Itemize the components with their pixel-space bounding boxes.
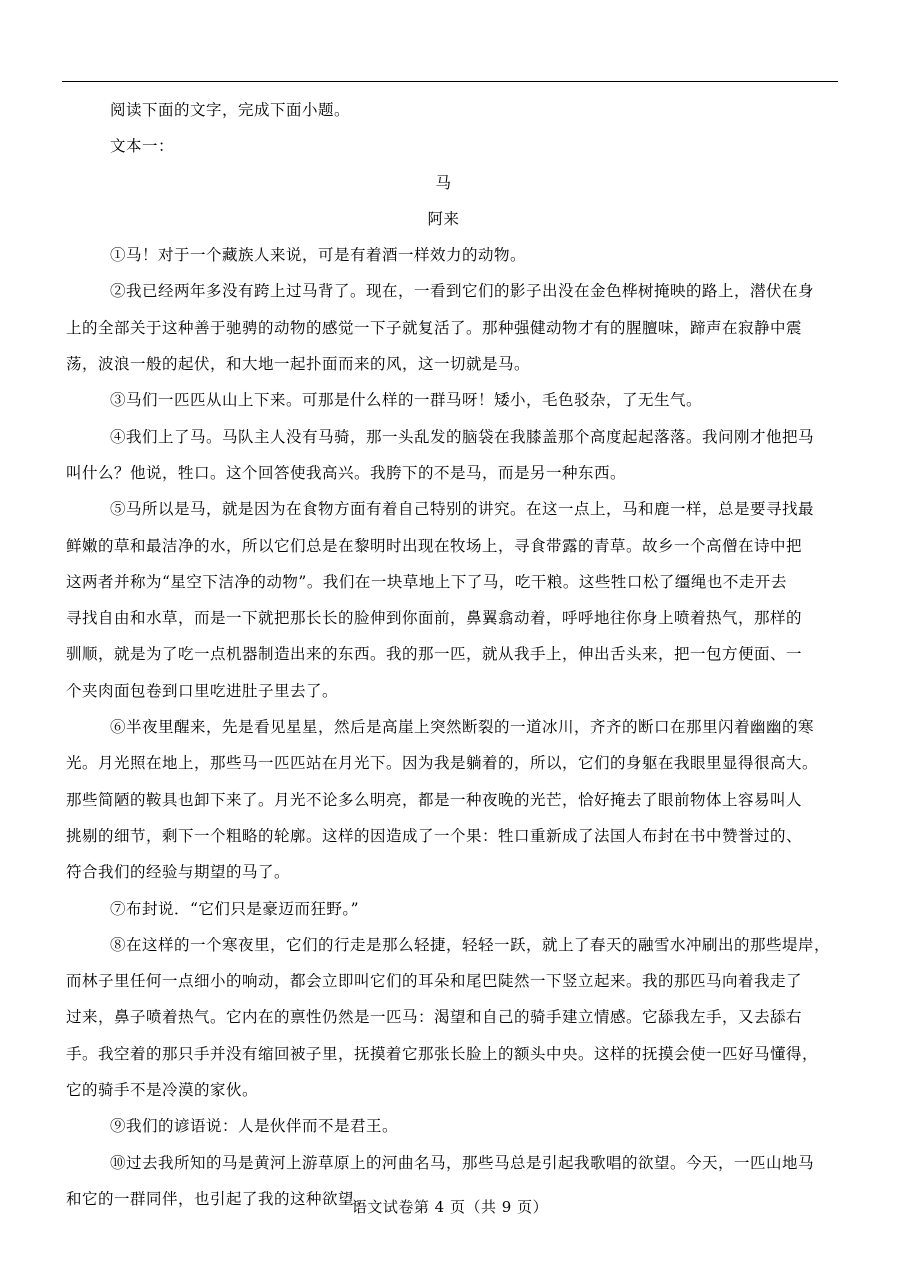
paragraph-first-line: ⑤马所以是马，就是因为在食物方面有着自己特别的讲究。在这一点上，马和鹿一样，总是要寻找最 — [110, 500, 815, 519]
paragraph-line: 而林子里任何一点细小的响动，都会立即叫它们的耳朵和尾巴陡然一下竖立起来。我的那匹马向着我走了 — [66, 972, 803, 991]
paragraph-first-line: ④我们上了马。马队主人没有马骑，那一头乱发的脑袋在我膝盖那个高度起起落落。我问刚才他把马 — [110, 427, 815, 446]
paragraph-first-line: ⑦布封说．“它们只是豪迈而狂野。” — [110, 899, 360, 918]
paragraph-line: 上的全部关于这种善于驰骋的动物的感觉一下子就复活了。那种强健动物才有的腥膻味，蹄声在寂静中震 — [66, 318, 803, 337]
paragraph-line: 鲜嫩的草和最洁净的水，所以它们总是在黎明时出现在牧场上，寻食带露的青草。故乡一个高僧在诗中把 — [66, 536, 803, 555]
paragraph-line: 光。月光照在地上，那些马一匹匹站在月光下。因为我是躺着的，所以，它们的身躯在我眼里显得很高大。 — [66, 754, 819, 773]
paragraph-line: 驯顺，就是为了吃一点机器制造出来的东西。我的那一匹，就从我手上，伸出舌头来，把一包方便面、一 — [66, 645, 803, 664]
paragraph-line: 符合我们的经验与期望的马了。 — [66, 863, 291, 882]
paragraph-line: 过来，鼻子喷着热气。它内在的禀性仍然是一匹马：渴望和自己的骑手建立情感。它舔我左手，又去舔右 — [66, 1008, 803, 1027]
header-rule — [62, 81, 838, 82]
page-footer: 语文试卷第 4 页（共 9 页） — [351, 1198, 549, 1216]
paragraph-first-line: ⑧在这样的一个寒夜里，它们的行走是那么轻捷，轻轻一跃，就上了春天的融雪水冲刷出的那些堤岸， — [110, 935, 831, 954]
article-title: 马 — [435, 173, 452, 192]
paragraph-first-line: ⑩过去我所知的马是黄河上游草原上的河曲名马，那些马总是引起我歌唱的欲望。今天，一匹山地马 — [110, 1153, 815, 1172]
paragraph-first-line: ①马！对于一个藏族人来说，可是有着酒一样效力的动物。 — [110, 246, 527, 265]
article-author: 阿来 — [427, 209, 460, 228]
paragraph-line: 它的骑手不是冷漠的家伙。 — [66, 1081, 259, 1100]
paragraph-line: 这两者并称为“星空下洁净的动物”。我们在一块草地上下了马，吃干粮。这些牲口松了缰绳也不走开去 — [66, 572, 787, 591]
text-label: 文本一： — [110, 137, 175, 156]
passage — [66, 92, 841, 1217]
paragraph-first-line: ③马们一匹匹从山上下来。可那是什么样的一群马呀！矮小，毛色驳杂，了无生气。 — [110, 391, 703, 410]
article-body — [66, 237, 841, 1217]
paragraph-first-line: ⑥半夜里醒来，先是看见星星，然后是高崖上突然断裂的一道冰川，齐齐的断口在那里闪着幽幽的寒 — [110, 718, 815, 737]
paragraph-line: 个夹肉面包卷到口里吃进肚子里去了。 — [66, 681, 339, 700]
paragraph-line: 和它的一群同伴，也引起了我的这种欲望。 — [66, 1189, 371, 1208]
instructions: 阅读下面的文字，完成下面小题。 — [110, 101, 351, 119]
paragraph-line: 挑剔的细节，剩下一个粗略的轮廓。这样的因造成了一个果：牲口重新成了法国人布封在书中赞誉过的、 — [66, 826, 803, 845]
paragraph-line: 寻找自由和水草，而是一下就把那长长的脸伸到你面前，鼻翼翕动着，呼呼地往你身上喷着热气，那样的 — [66, 609, 803, 628]
paragraph-line: 荡，波浪一般的起伏，和大地一起扑面而来的风，这一切就是马。 — [66, 355, 531, 374]
paragraph-line: 手。我空着的那只手并没有缩回被子里，抚摸着它那张长脸上的额头中央。这样的抚摸会使一匹好马懂得， — [66, 1044, 819, 1063]
paragraph-line: 叫什么？他说，牲口。这个回答使我高兴。我胯下的不是马，而是另一种东西。 — [66, 463, 627, 482]
paragraph-first-line: ②我已经两年多没有跨上过马背了。现在，一看到它们的影子出没在金色桦树掩映的路上，潜伏在身 — [110, 282, 815, 301]
paragraph-first-line: ⑨我们的谚语说：人是伙伴而不是君王。 — [110, 1117, 399, 1136]
paragraph-line: 那些简陋的鞍具也卸下来了。月光不论多么明亮，都是一种夜晚的光芒，恰好掩去了眼前物体上容易叫人 — [66, 790, 803, 809]
